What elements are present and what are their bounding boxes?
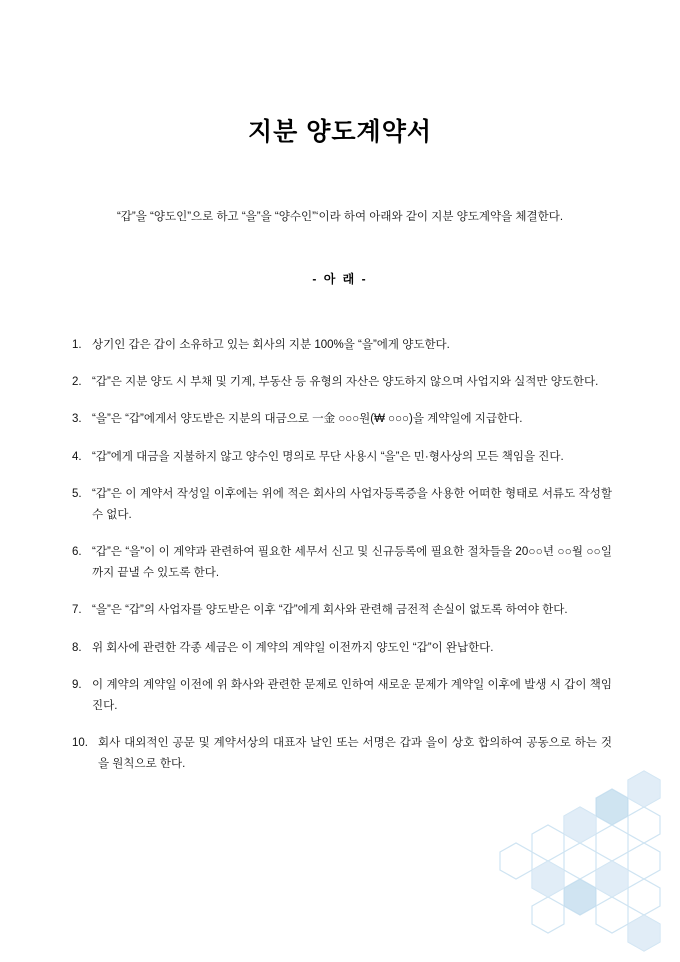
clause-number: 10. [72,737,88,750]
list-item [72,372,612,392]
clause-number: 4. [72,450,82,463]
clause-text: “갑”에게 대금을 지불하지 않고 양수인 명의로 무단 사용시 “을”은 민·형사상의 모든 책임을 진다. [92,450,564,463]
list-item [72,600,612,620]
clause-list [0,287,680,775]
clause-text: 상기인 갑은 갑이 소유하고 있는 회사의 지분 100%을 “을”에게 양도한다. [92,338,450,351]
list-item [72,484,612,525]
clause-number: 2. [72,376,82,389]
clause-text: “갑”은 지분 양도 시 부채 및 기계, 부동산 등 유형의 자산은 양도하지 않으며 사업지와 실적만 양도한다. [92,376,599,389]
clause-number: 1. [72,338,82,351]
clause-text: “을”은 “갑”의 사업자를 양도받은 이후 “갑”에게 회사와 관련해 금전적 손실이 없도록 하여야 한다. [92,604,568,617]
list-item [72,733,612,774]
list-item [72,409,612,429]
list-item [72,335,612,355]
clause-number: 5. [72,488,82,501]
clause-text: “갑”은 이 계약서 작성일 이후에는 위에 적은 회사의 사업자등록증을 사용한 어떠한 형태로 서류도 작성할 수 없다. [92,488,612,521]
list-item [72,447,612,467]
clause-number: 9. [72,679,82,692]
clause-number: 8. [72,641,82,654]
clause-text: 이 계약의 계약일 이전에 위 화사와 관련한 문제로 인하여 새로운 문제가 계약일 이후에 발생 시 갑이 책임진다. [92,679,612,712]
clause-text: 회사 대외적인 공문 및 계약서상의 대표자 날인 또는 서명은 갑과 을이 상호 합의하여 공동으로 하는 것을 원칙으로 한다. [98,737,612,770]
list-item [72,638,612,658]
page-title: 지분 양도계약서 [248,118,432,146]
clause-text: “갑”은 “을”이 이 계약과 관련하여 필요한 세무서 신고 및 신규등록에 필요한 절차들을 20○○년 ○○월 ○○일까지 끝낼 수 있도록 한다. [92,546,612,579]
list-item [72,542,612,583]
intro-paragraph: “갑”을 “양도인”으로 하고 “을”을 “양수인”‘이라 하여 아래와 같이 지분 양도계약을 체결한다. [116,211,564,223]
clause-text: 위 회사에 관련한 각종 세금은 이 계약의 계약일 이전까지 양도인 “갑”이 완납한다. [92,641,494,654]
clause-text: “을”은 “갑”에게서 양도받은 지분의 대금으로 一金 ○○○원(₩ ○○○)을 계약일에 지급한다. [92,413,523,426]
section-label: - 아 래 - [312,271,368,286]
clause-number: 7. [72,604,82,617]
clause-number: 3. [72,413,82,426]
list-item [72,675,612,716]
clause-number: 6. [72,546,82,559]
